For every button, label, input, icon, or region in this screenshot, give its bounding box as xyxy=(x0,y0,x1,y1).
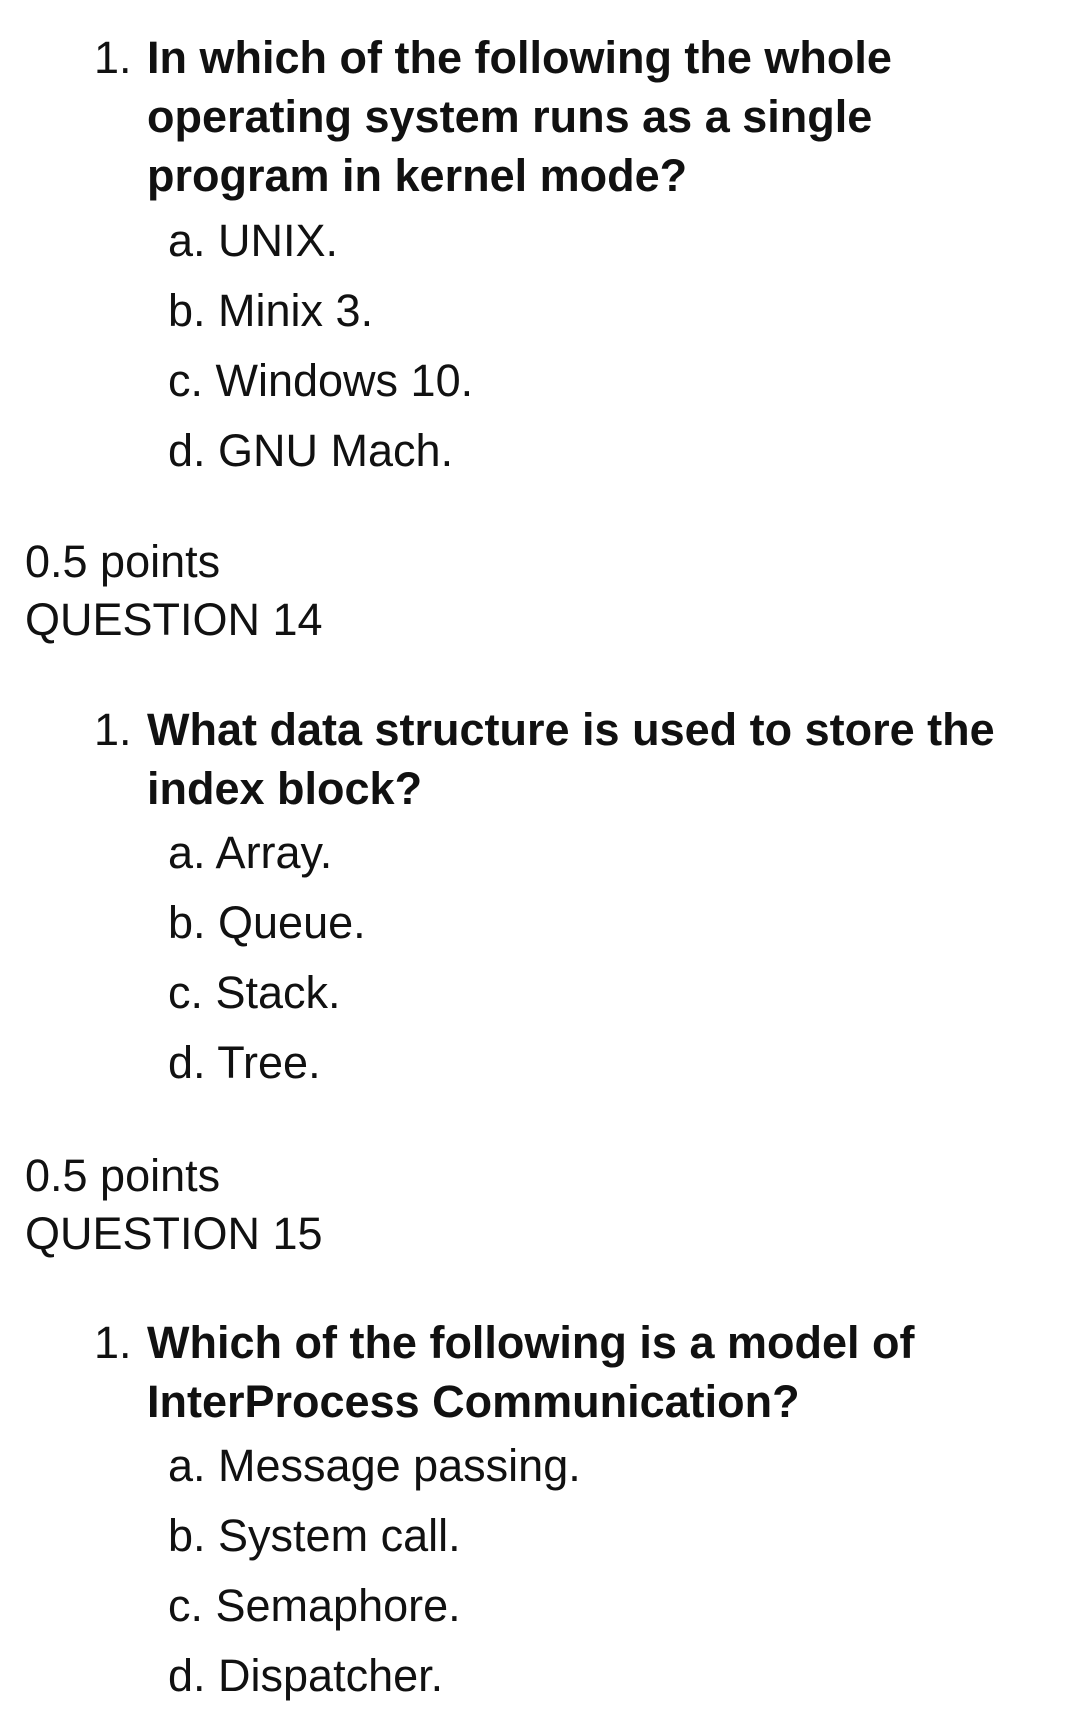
question-meta xyxy=(25,1147,323,1263)
question-heading: QUESTION 14 xyxy=(25,594,323,645)
answer-option[interactable]: c. Semaphore. xyxy=(168,1580,461,1631)
answer-option[interactable]: b. Minix 3. xyxy=(168,285,374,336)
points-label: 0.5 points xyxy=(25,536,221,587)
answer-option[interactable]: b. Queue. xyxy=(168,897,366,948)
question-heading: QUESTION 15 xyxy=(25,1208,323,1259)
answer-option[interactable]: b. System call. xyxy=(168,1510,461,1561)
points-label: 0.5 points xyxy=(25,1150,221,1201)
question-number: 1. xyxy=(94,1317,132,1368)
answer-options xyxy=(168,206,473,486)
answer-option[interactable]: c. Windows 10. xyxy=(168,355,474,406)
answer-option[interactable]: a. Array. xyxy=(168,827,333,878)
answer-option[interactable]: d. Tree. xyxy=(168,1037,321,1088)
answer-option[interactable]: d. Dispatcher. xyxy=(168,1650,444,1701)
answer-option[interactable]: d. GNU Mach. xyxy=(168,425,454,476)
answer-options xyxy=(168,1431,581,1711)
answer-option[interactable]: c. Stack. xyxy=(168,967,341,1018)
question-number: 1. xyxy=(94,704,132,755)
question-text: In which of the following the whole operating system runs as a single program in kernel mode? xyxy=(147,32,892,201)
answer-option[interactable]: a. Message passing. xyxy=(168,1440,581,1491)
answer-option[interactable]: a. UNIX. xyxy=(168,215,339,266)
answer-options xyxy=(168,818,366,1098)
question-meta xyxy=(25,533,323,649)
question-text: Which of the following is a model of InterProcess Communication? xyxy=(147,1317,915,1427)
question-text: What data structure is used to store the index block? xyxy=(147,704,995,814)
question-number: 1. xyxy=(94,32,132,83)
